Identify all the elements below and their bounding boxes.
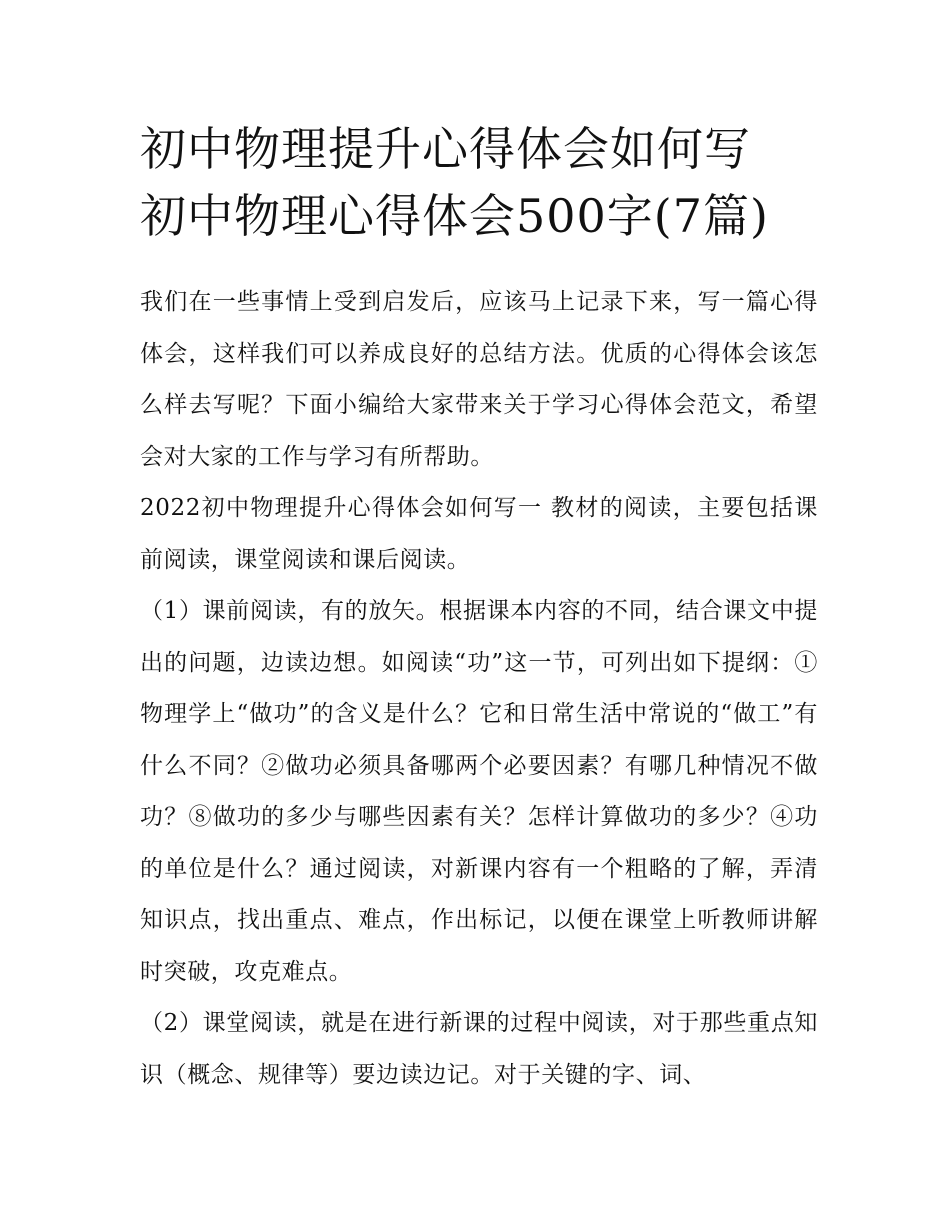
pre-class-reading-paragraph: （1）课前阅读，有的放矢。根据课本内容的不同，结合课文中提出的问题，边读边想。如阅读“功”这一节，可列出如下提纲：①物理学上“做功”的含义是什么？它和日常生活中常说的“做工”有什么不同？②做功必须具备哪两个必要因素？有哪几种情况不做功？⑧做功的多少与哪些因素有关？怎样计算做功的多少？④功的单位是什么？通过阅读，对新课内容有一个粗略的了解，弄清知识点，找出重点、难点，作出标记，以便在课堂上听教师讲解时突破，攻克难点。 <box>140 598 818 985</box>
title-line-1: 初中物理提升心得体会如何写 <box>140 122 751 176</box>
document-body <box>140 277 818 1101</box>
in-class-reading-paragraph: （2）课堂阅读，就是在进行新课的过程中阅读，对于那些重点知识（概念、规律等）要边读边记。对于关键的字、词、 <box>140 1010 818 1088</box>
title-line-2: 初中物理心得体会500字(7篇) <box>140 189 769 243</box>
section-one-paragraph: 2022初中物理提升心得体会如何写一 教材的阅读，主要包括课前阅读，课堂阅读和课后阅读。 <box>140 495 818 573</box>
intro-paragraph: 我们在一些事情上受到启发后，应该马上记录下来，写一篇心得体会，这样我们可以养成良好的总结方法。优质的心得体会该怎么样去写呢？下面小编给大家带来关于学习心得体会范文，希望会对大家的工作与学习有所帮助。 <box>140 289 818 470</box>
document-title <box>140 116 830 250</box>
